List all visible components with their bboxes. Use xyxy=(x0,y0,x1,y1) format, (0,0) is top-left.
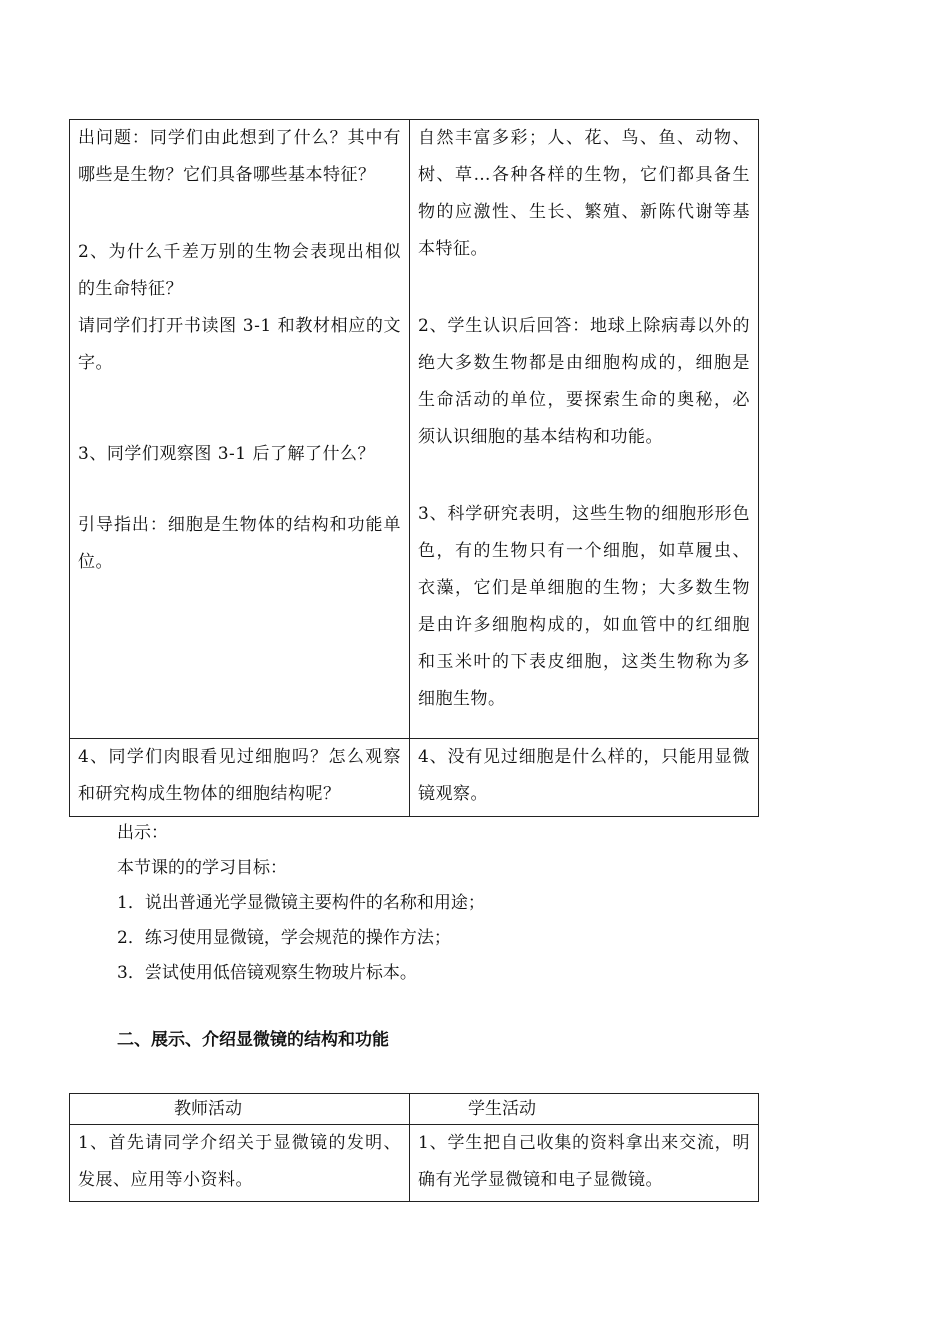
teacher-activity-cell xyxy=(70,739,410,817)
student-activity-cell xyxy=(410,1125,759,1202)
activity-table-1 xyxy=(69,119,759,817)
teacher-activity-cell xyxy=(70,1125,410,1202)
goals-title: 本节课的的学习目标： xyxy=(117,858,287,878)
teacher-para: 1、首先请同学介绍关于显微镜的发明、发展、应用等小资料。 xyxy=(78,1133,401,1190)
table-row xyxy=(70,739,759,817)
student-para: 4、没有见过细胞是什么样的，只能用显微镜观察。 xyxy=(418,747,750,804)
table-header-row xyxy=(70,1094,759,1125)
student-activity-cell xyxy=(410,120,759,739)
teacher-para: 请同学们打开书读图 3-1 和教材相应的文字。 xyxy=(78,316,401,373)
teacher-activity-cell xyxy=(70,120,410,739)
header-student xyxy=(410,1094,759,1125)
teacher-para: 2、为什么千差万别的生物会表现出相似的生命特征？ xyxy=(78,242,401,299)
student-para: 1、学生把自己收集的资料拿出来交流，明确有光学显微镜和电子显微镜。 xyxy=(418,1133,750,1190)
header-teacher xyxy=(70,1094,410,1125)
teacher-para: 出问题：同学们由此想到了什么？其中有哪些是生物？它们具备哪些基本特征？ xyxy=(78,128,401,185)
header-label: 学生活动 xyxy=(468,1099,536,1119)
section-heading: 二、展示、介绍显微镜的结构和功能 xyxy=(117,1030,389,1050)
teacher-para: 3、同学们观察图 3-1 后了解了什么？ xyxy=(78,444,375,464)
goal-item: 3．尝试使用低倍镜观察生物玻片标本。 xyxy=(117,963,417,983)
show-label: 出示： xyxy=(117,823,168,843)
header-label: 教师活动 xyxy=(174,1099,242,1119)
table-row xyxy=(70,1125,759,1202)
goal-item: 2．练习使用显微镜，学会规范的操作方法； xyxy=(117,928,451,948)
student-para: 2、学生认识后回答：地球上除病毒以外的绝大多数生物都是由细胞构成的，细胞是生命活动的单位，要探索生命的奥秘，必须认识细胞的基本结构和功能。 xyxy=(418,316,750,447)
table-row xyxy=(70,120,759,739)
student-activity-cell xyxy=(410,739,759,817)
goal-item: 1．说出普通光学显微镜主要构件的名称和用途； xyxy=(117,893,485,913)
student-para: 自然丰富多彩；人、花、鸟、鱼、动物、树、草…各种各样的生物，它们都具备生物的应激性、生长、繁殖、新陈代谢等基本特征。 xyxy=(418,128,750,259)
activity-table-2 xyxy=(69,1093,759,1202)
student-para: 3、科学研究表明，这些生物的细胞形形色色，有的生物只有一个细胞，如草履虫、衣藻，它们是单细胞的生物；大多数生物是由许多细胞构成的，如血管中的红细胞和玉米叶的下表皮细胞，这类生物称为多细胞生物。 xyxy=(418,504,750,709)
teacher-para: 4、同学们肉眼看见过细胞吗？怎么观察和研究构成生物体的细胞结构呢？ xyxy=(78,747,401,804)
teacher-para: 引导指出：细胞是生物体的结构和功能单位。 xyxy=(78,515,401,572)
